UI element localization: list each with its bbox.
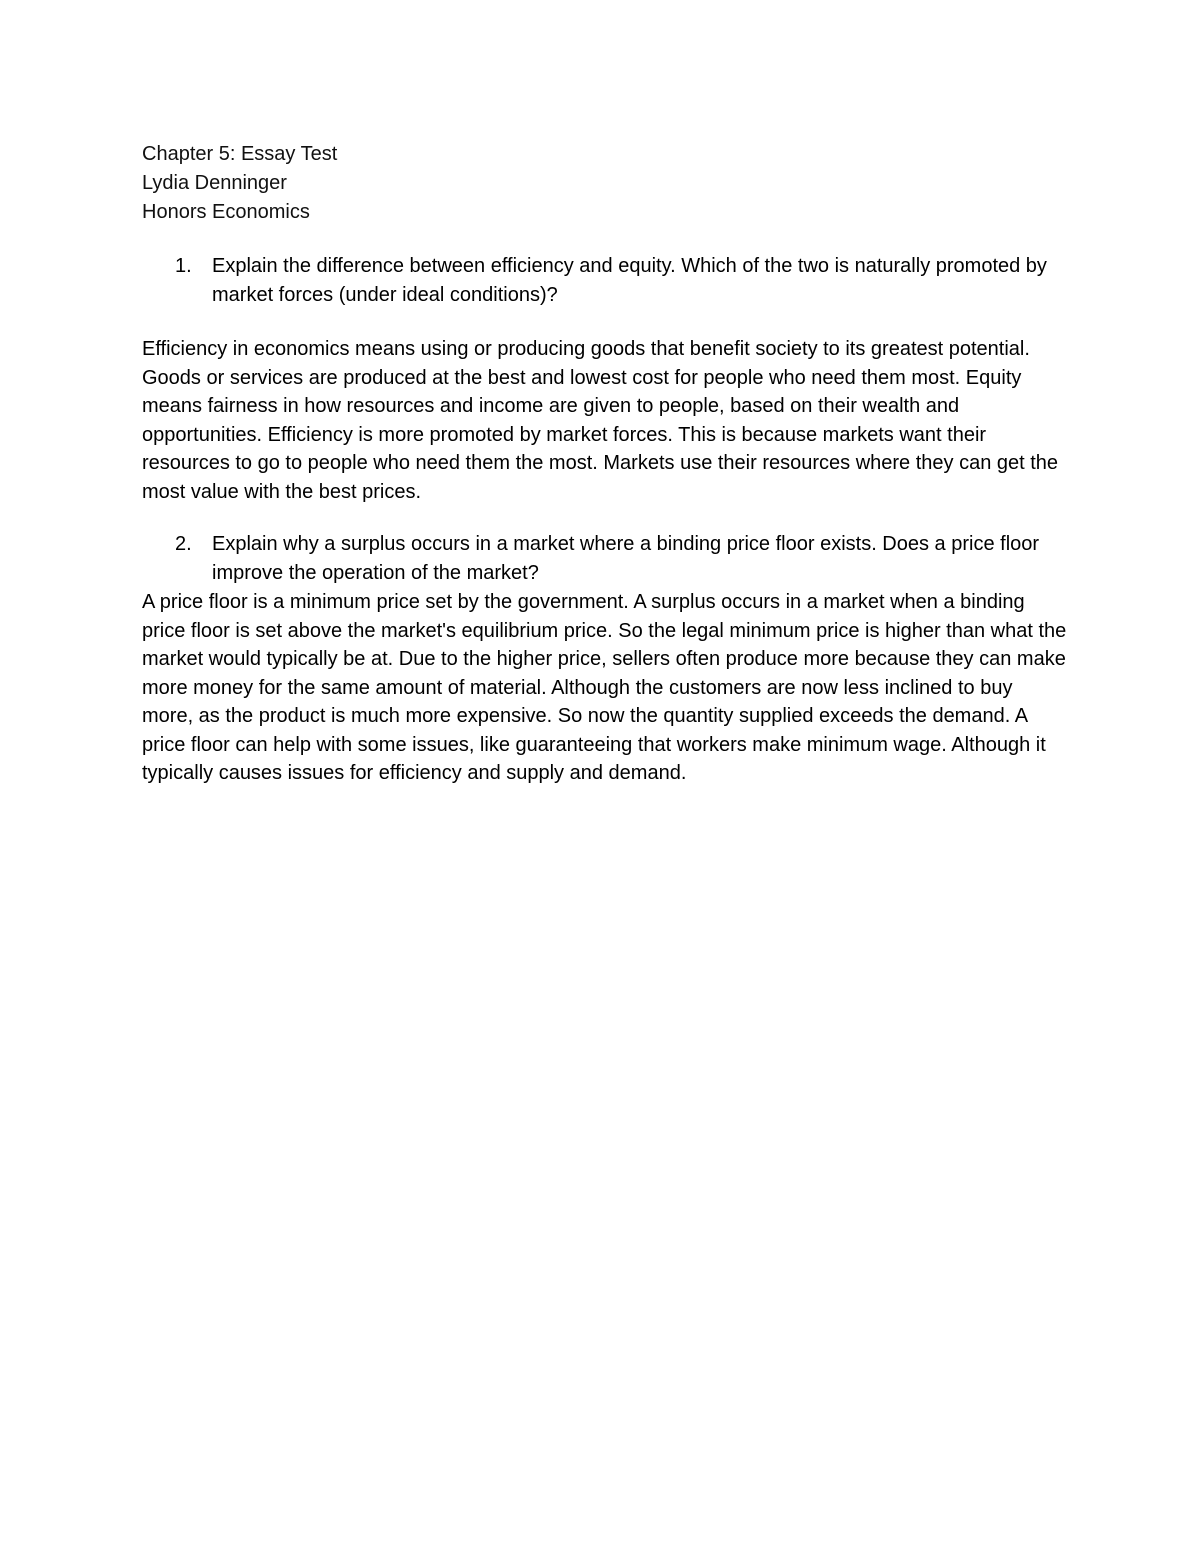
question-text: Explain the difference between efficiency and equity. Which of the two is naturally promoted by market forces (under ideal conditions)? <box>212 255 1047 306</box>
question-2 <box>142 530 1067 588</box>
answer-1: Efficiency in economics means using or producing goods that benefit society to its greatest potential. Goods or services are produced at the best and lowest cost for people who need them most. Equity means fairness in how resources and income are given to people, based on their wealth and opportunities. Efficiency is more promoted by market forces. This is because markets want their resources to go to people who need them the most. Markets use their resources where they can get the most value with the best prices. <box>142 338 1059 503</box>
document-header <box>142 140 1067 227</box>
course-name: Honors Economics <box>142 201 310 223</box>
document-body <box>142 140 1067 788</box>
question-1 <box>142 252 1067 310</box>
document-title: Chapter 5: Essay Test <box>142 143 338 165</box>
question-text: Explain why a surplus occurs in a market where a binding price floor exists. Does a price floor improve the operation of the market? <box>212 533 1040 584</box>
question-number: 1. <box>175 255 192 277</box>
answer-2: A price floor is a minimum price set by the government. A surplus occurs in a market when a binding price floor is set above the market's equilibrium price. So the legal minimum price is higher than what the market would typically be at. Due to the higher price, sellers often produce more because they can make more money for the same amount of material. Although the customers are now less inclined to buy more, as the product is much more expensive. So now the quantity supplied exceeds the demand. A price floor can help with some issues, like guaranteeing that workers make minimum wage. Although it typically causes issues for efficiency and supply and demand. <box>142 591 1067 784</box>
author-name: Lydia Denninger <box>142 172 287 194</box>
question-number: 2. <box>175 533 192 555</box>
